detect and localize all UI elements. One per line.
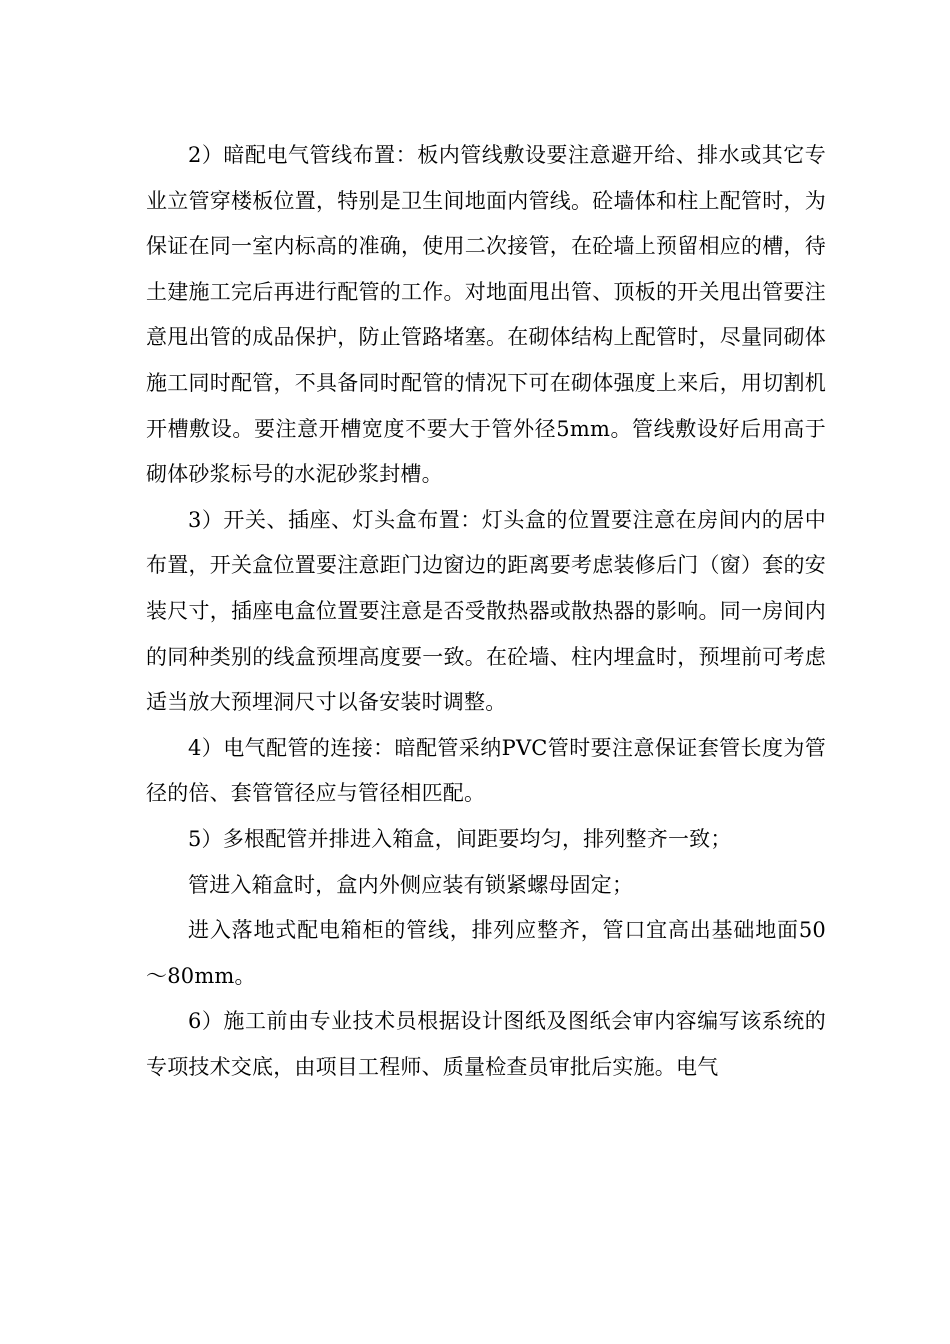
paragraph-technical-briefing: 6）施工前由专业技术员根据设计图纸及图纸会审内容编写该系统的专项技术交底，由项目工程师、质量检查员审批后实施。电气 [146,1009,826,1079]
document-body [146,133,826,1090]
paragraph-conduit-connection: 4）电气配管的连接：暗配管采纳PVC管时要注意保证套管长度为管径的倍、套管管径应与管径相匹配。 [146,735,826,806]
paragraph-concealed-conduit-layout: 2）暗配电气管线布置：板内管线敷设要注意避开给、排水或其它专业立管穿楼板位置，特别是卫生间地面内管线。砼墙体和柱上配管时，为保证在同一室内标高的准确，使用二次接管，在砼墙上预留相应的槽，待土建施工完后再进行配管的工作。对地面甩出管、顶板的开关甩出管要注意甩出管的成品保护，防止管路堵塞。在砌体结构上配管时，尽量同砌体施工同时配管，不具备同时配管的情况下可在砌体强度上来后，用切割机开槽敷设。要注意开槽宽度不要大于管外径5mm。管线敷设好后用高于砌体砂浆标号的水泥砂浆封槽。 [146,143,826,487]
paragraph-floor-cabinet-conduits: 进入落地式配电箱柜的管线，排列应整齐，管口宜高出基础地面50～80mm。 [146,918,826,988]
paragraph-switch-socket-box-layout: 3）开关、插座、灯头盒布置：灯头盒的位置要注意在房间内的居中布置，开关盒位置要注意距门边窗边的距离要考虑装修后门（窗）套的安装尺寸，插座电盒位置要注意是否受散热器或散热器的影响。同一房间内的同种类别的线盒预埋高度要一致。在砼墙、柱内埋盒时，预埋前可考虑适当放大预埋洞尺寸以备安装时调整。 [146,507,826,715]
paragraph-conduit-into-box: 管进入箱盒时，盒内外侧应装有锁紧螺母固定； [188,872,634,897]
paragraph-multiple-conduits: 5）多根配管并排进入箱盒，间距要均匀，排列整齐一致； [188,826,732,851]
